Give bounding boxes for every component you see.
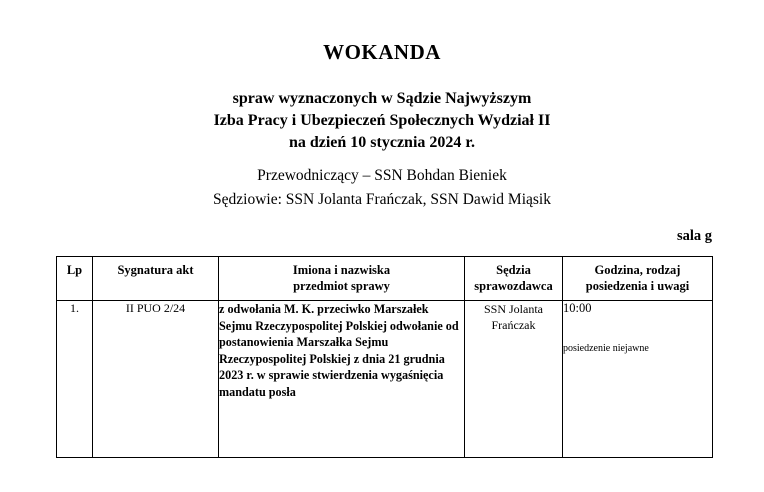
- cell-lp: 1.: [57, 301, 93, 458]
- hearing-note: posiedzenie niejawne: [563, 343, 649, 354]
- column-header-subject: [219, 257, 465, 301]
- column-header-time: [563, 257, 713, 301]
- courtroom-label: sala g: [676, 228, 712, 244]
- judicial-panel: [0, 164, 764, 212]
- document-subtitle: [0, 88, 764, 154]
- column-header-subject-line-1: Imiona i nazwiska: [292, 263, 391, 277]
- cell-signature: II PUO 2/24: [93, 301, 219, 458]
- subtitle-line-3: na dzień 10 stycznia 2024 r.: [288, 134, 476, 151]
- cell-subject: z odwołania M. K. przeciwko Marszałek Sejmu Rzeczypospolitej Polskiej odwołanie od postanowienia Marszałka Sejmu Rzeczypospolitej Polskiej z dnia 21 grudnia 2023 r. w sprawie stwierdzenia wygaśnięcia mandatu posła: [219, 301, 465, 458]
- table-row: [57, 301, 713, 458]
- hearing-time: 10:00: [563, 301, 592, 315]
- wokanda-table: [56, 256, 713, 458]
- column-header-judge-line-1: Sędzia: [496, 263, 531, 277]
- column-header-judge: [465, 257, 563, 301]
- column-header-time-line-2: posiedzenia i uwagi: [585, 279, 690, 293]
- column-header-time-line-1: Godzina, rodzaj: [594, 263, 681, 277]
- associate-judges-line: Sędziowie: SSN Jolanta Frańczak, SSN Dawid Miąsik: [213, 191, 551, 208]
- column-header-subject-line-2: przedmiot sprawy: [293, 279, 390, 293]
- subtitle-line-1: spraw wyznaczonych w Sądzie Najwyższym: [232, 90, 532, 107]
- column-header-lp: Lp: [57, 257, 93, 301]
- column-header-signature: Sygnatura akt: [93, 257, 219, 301]
- table-header-row: [57, 257, 713, 301]
- subtitle-line-2: Izba Pracy i Ubezpieczeń Społecznych Wydział II: [213, 112, 551, 129]
- cell-judge: SSN Jolanta Frańczak: [465, 301, 563, 458]
- cell-time: [563, 301, 713, 458]
- column-header-judge-line-2: sprawozdawca: [474, 279, 553, 293]
- presiding-judge-line: Przewodniczący – SSN Bohdan Bieniek: [257, 167, 507, 184]
- page-title: WOKANDA: [323, 40, 441, 64]
